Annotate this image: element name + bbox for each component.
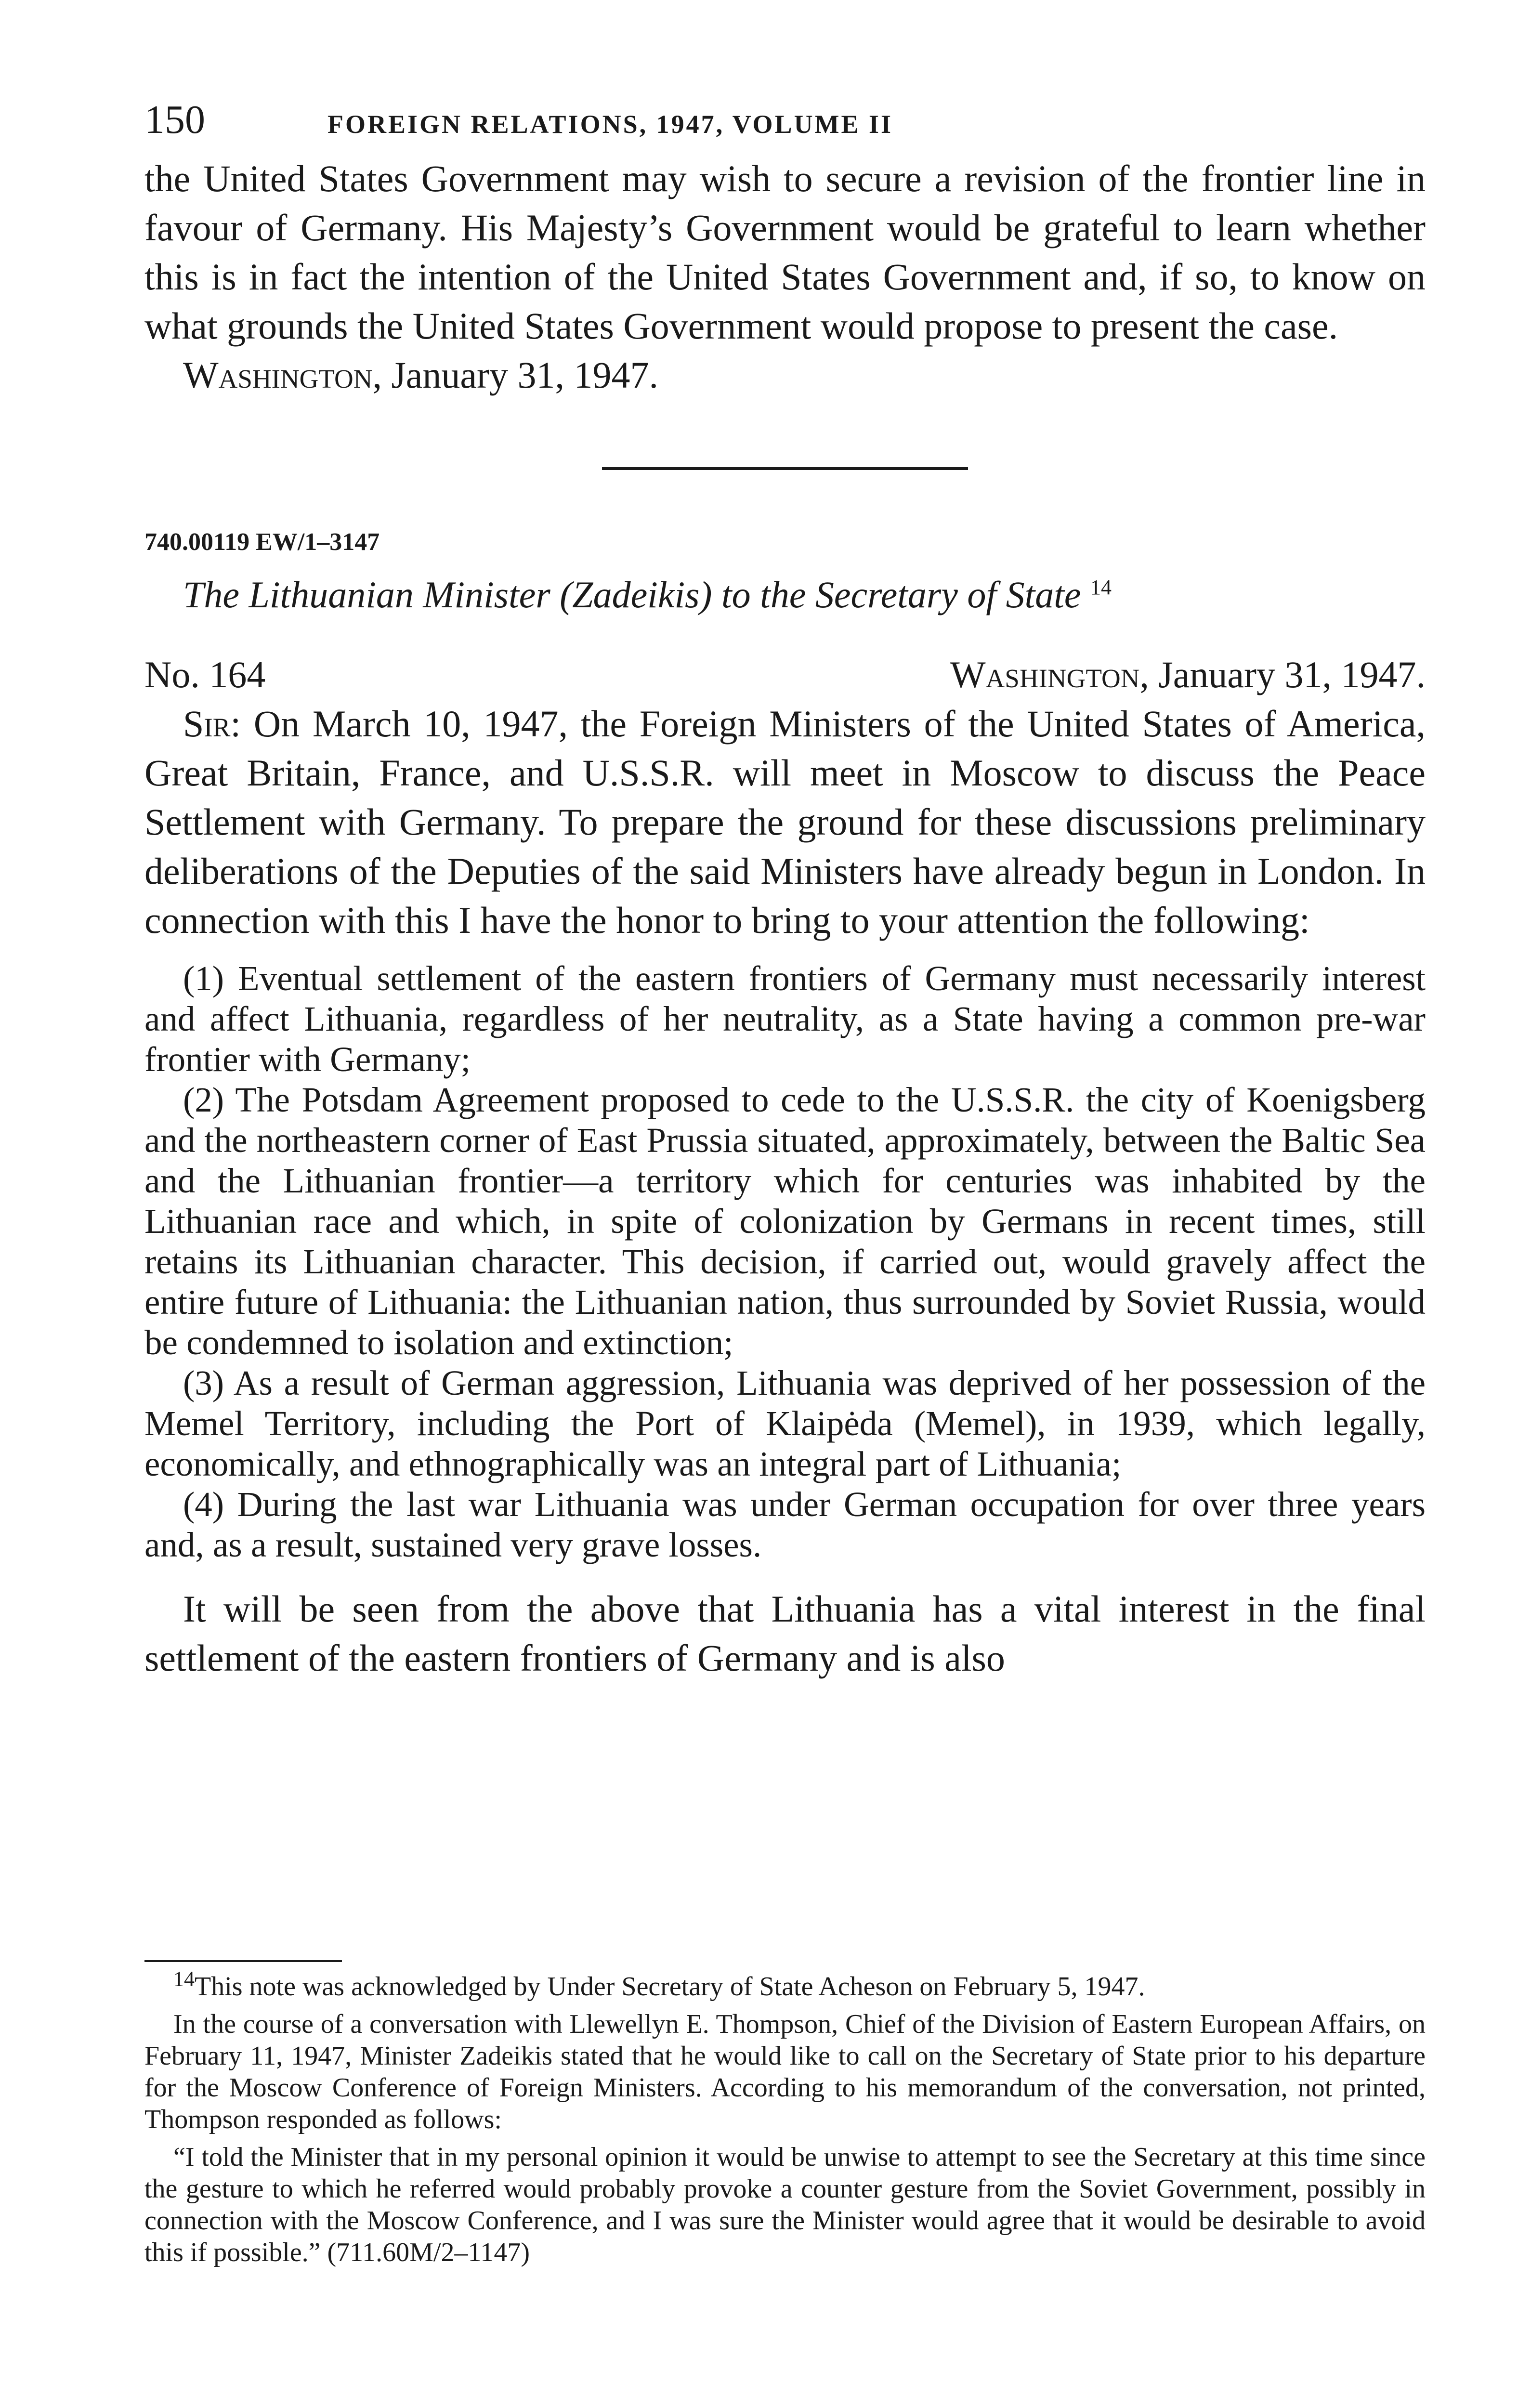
previous-signoff xyxy=(144,351,1426,400)
point-4: (4) During the last war Lithuania was under German occupation for over three years and, as a result, sustained very grave losses. xyxy=(144,1485,1426,1564)
page-number: 150 xyxy=(144,97,205,142)
continuation-paragraph: the United States Government may wish to secure a revision of the frontier line in favour of Germany. His Majesty’s Government would be grateful to learn whether this is in fact the intention of the United States Government and, if so, to know on what grounds the United States Government would propose to present the case. xyxy=(144,157,1426,347)
opening-text: : On March 10, 1947, the Foreign Ministers of the United States of America, Great Britain, France, and U.S.S.R. will meet in Moscow to discuss the Peace Settlement with Germany. To prepare the ground for these discussions preliminary deliberations of the Deputies of the said Ministers have already begun in London. In connection with this I have the honor to bring to your attention the following: xyxy=(144,703,1426,941)
point-1: (1) Eventual settlement of the eastern frontiers of Germany must necessarily interest and affect Lithuania, regardless of her neutrality, as a State having a common pre-war frontier with Germany; xyxy=(144,959,1426,1079)
footnote-3: “I told the Minister that in my personal opinion it would be unwise to attempt to see the Secretary at this time since the gesture to which he referred would probably provoke a counter gesture from the Soviet Government, possibly in connection with the Moscow Conference, and I was sure the Minister would agree that it would be desirable to avoid this if possible.” (711.60M/2–1147) xyxy=(144,2142,1426,2267)
signoff-place: Washington xyxy=(183,354,373,396)
document-title xyxy=(144,568,1426,621)
dateline-place: Washington xyxy=(950,654,1140,695)
opening-paragraph xyxy=(144,699,1426,945)
document-number: No. 164 xyxy=(144,654,266,695)
salutation: Sir xyxy=(183,703,231,745)
signoff-date: , January 31, 1947. xyxy=(372,354,659,396)
document-title-text: The Lithuanian Minister (Zadeikis) to the Secretary of State xyxy=(183,574,1081,615)
point-3: (3) As a result of German aggression, Lithuania was deprived of her possession of the Memel Territory, including the Port of Klaipėda (Memel), in 1939, which legally, economically, and ethnographically was an integral part of Lithuania; xyxy=(144,1363,1426,1483)
footnote-1-text: This note was acknowledged by Under Secretary of State Acheson on February 5, 1947. xyxy=(195,1972,1145,2002)
dateline-right xyxy=(950,650,1426,699)
dateline xyxy=(144,650,1426,699)
section-divider xyxy=(602,467,968,470)
numbered-points xyxy=(144,958,1426,1565)
footnotes xyxy=(144,1960,1426,2274)
footnote-1 xyxy=(144,1967,1426,2002)
footnote-rule xyxy=(144,1960,342,1962)
running-head xyxy=(144,96,1426,154)
page-body xyxy=(144,96,1426,1683)
point-2: (2) The Potsdam Agreement proposed to cede to the U.S.S.R. the city of Koenigsberg and the northeastern corner of East Prussia situated, approximately, between the Baltic Sea and the Lithuanian frontier—a territory which for centuries was inhabited by the Lithuanian race and which, in spite of colonization by Germans in recent times, still retains its Lithuanian character. This decision, if carried out, would gravely affect the entire future of Lithuania: the Lithuanian nation, thus surrounded by Soviet Russia, would be condemned to isolation and extinction; xyxy=(144,1080,1426,1362)
dateline-date: , January 31, 1947. xyxy=(1139,654,1426,695)
footnote-mark: 14 xyxy=(173,1967,195,1991)
title-footnote-mark: 14 xyxy=(1090,576,1112,599)
footnote-2: In the course of a conversation with Llewellyn E. Thompson, Chief of the Division of Eastern European Affairs, on February 11, 1947, Minister Zadeikis stated that he would like to call on the Secretary of State prior to his departure for the Moscow Conference of Foreign Ministers. According to his memorandum of the conversation, not printed, Thompson responded as follows: xyxy=(144,2009,1426,2134)
closing-paragraph: It will be seen from the above that Lithuania has a vital interest in the final settlement of the eastern frontiers of Germany and is also xyxy=(144,1588,1426,1679)
file-number: 740.00119 EW/1–3147 xyxy=(144,528,380,556)
running-title: FOREIGN RELATIONS, 1947, VOLUME II xyxy=(327,110,893,139)
